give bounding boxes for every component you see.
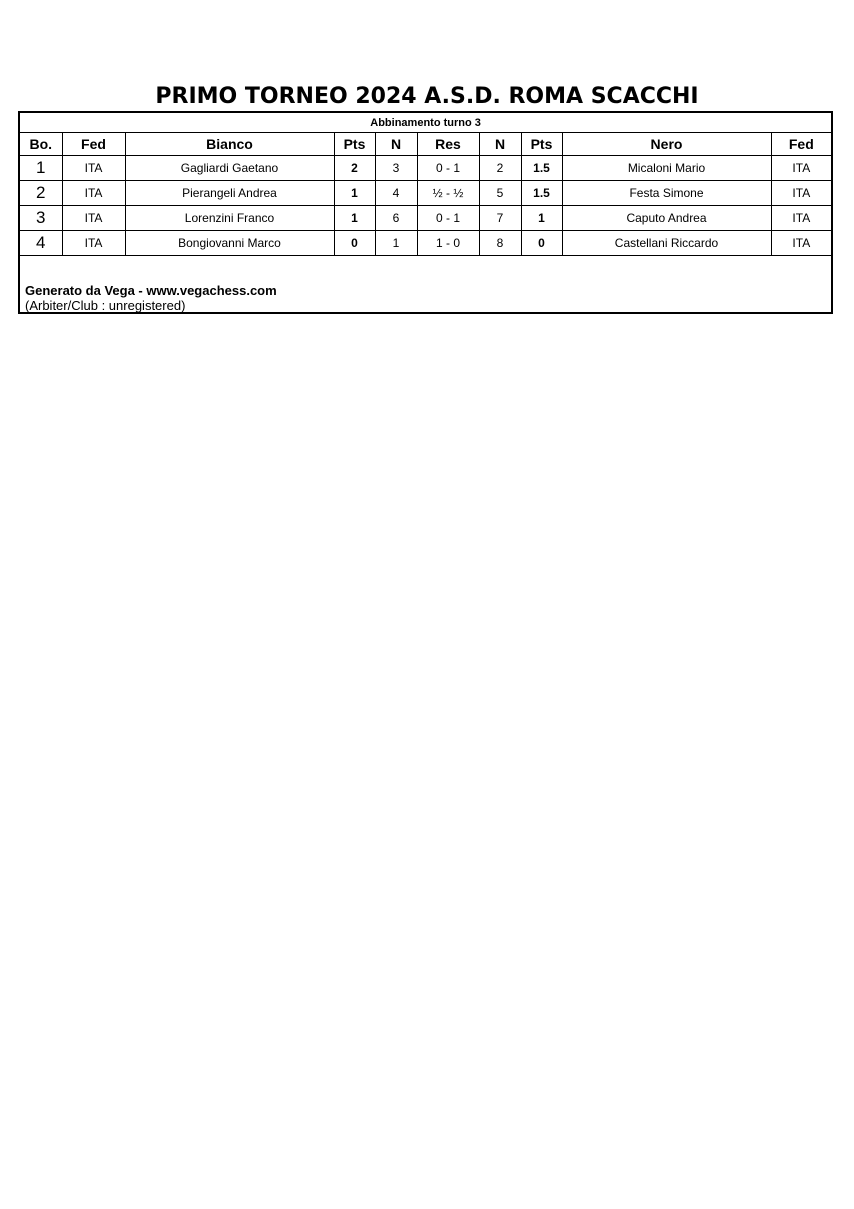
black-player: Caputo Andrea	[562, 206, 771, 231]
black-points: 0	[521, 231, 562, 256]
white-fed: ITA	[62, 156, 125, 181]
white-fed: ITA	[62, 231, 125, 256]
white-number: 4	[375, 181, 417, 206]
table-row	[20, 156, 831, 181]
header-black-fed: Fed	[771, 133, 831, 156]
white-points: 1	[334, 206, 375, 231]
header-black-pts: Pts	[521, 133, 562, 156]
white-player: Bongiovanni Marco	[125, 231, 334, 256]
game-result: 0 - 1	[417, 206, 479, 231]
table-row	[20, 231, 831, 256]
black-fed: ITA	[771, 206, 831, 231]
white-points: 2	[334, 156, 375, 181]
white-number: 6	[375, 206, 417, 231]
generated-by-text: Generato da Vega - www.vegachess.com	[25, 283, 277, 298]
header-white: Bianco	[125, 133, 334, 156]
black-fed: ITA	[771, 231, 831, 256]
black-number: 5	[479, 181, 521, 206]
board-number: 1	[20, 156, 62, 181]
table-row	[20, 181, 831, 206]
registration-text: (Arbiter/Club : unregistered)	[25, 298, 186, 313]
black-player: Festa Simone	[562, 181, 771, 206]
white-points: 0	[334, 231, 375, 256]
header-board: Bo.	[20, 133, 62, 156]
black-points: 1.5	[521, 156, 562, 181]
page-title: PRIMO TORNEO 2024 A.S.D. ROMA SCACCHI	[155, 84, 699, 109]
header-black: Nero	[562, 133, 771, 156]
black-points: 1	[521, 206, 562, 231]
footer	[25, 283, 277, 313]
header-white-fed: Fed	[62, 133, 125, 156]
header-black-n: N	[479, 133, 521, 156]
black-number: 8	[479, 231, 521, 256]
white-player: Pierangeli Andrea	[125, 181, 334, 206]
white-number: 3	[375, 156, 417, 181]
black-fed: ITA	[771, 181, 831, 206]
pairings-frame	[18, 111, 833, 314]
black-player: Micaloni Mario	[562, 156, 771, 181]
white-fed: ITA	[62, 206, 125, 231]
round-subtitle: Abbinamento turno 3	[20, 113, 831, 133]
header-result: Res	[417, 133, 479, 156]
white-player: Gagliardi Gaetano	[125, 156, 334, 181]
black-points: 1.5	[521, 181, 562, 206]
pairings-table	[20, 113, 831, 256]
table-row	[20, 206, 831, 231]
table-header	[20, 133, 831, 156]
header-white-n: N	[375, 133, 417, 156]
black-number: 7	[479, 206, 521, 231]
black-number: 2	[479, 156, 521, 181]
black-fed: ITA	[771, 156, 831, 181]
game-result: 0 - 1	[417, 156, 479, 181]
board-number: 4	[20, 231, 62, 256]
white-number: 1	[375, 231, 417, 256]
white-fed: ITA	[62, 181, 125, 206]
game-result: ½ - ½	[417, 181, 479, 206]
header-white-pts: Pts	[334, 133, 375, 156]
white-player: Lorenzini Franco	[125, 206, 334, 231]
white-points: 1	[334, 181, 375, 206]
game-result: 1 - 0	[417, 231, 479, 256]
black-player: Castellani Riccardo	[562, 231, 771, 256]
board-number: 3	[20, 206, 62, 231]
board-number: 2	[20, 181, 62, 206]
